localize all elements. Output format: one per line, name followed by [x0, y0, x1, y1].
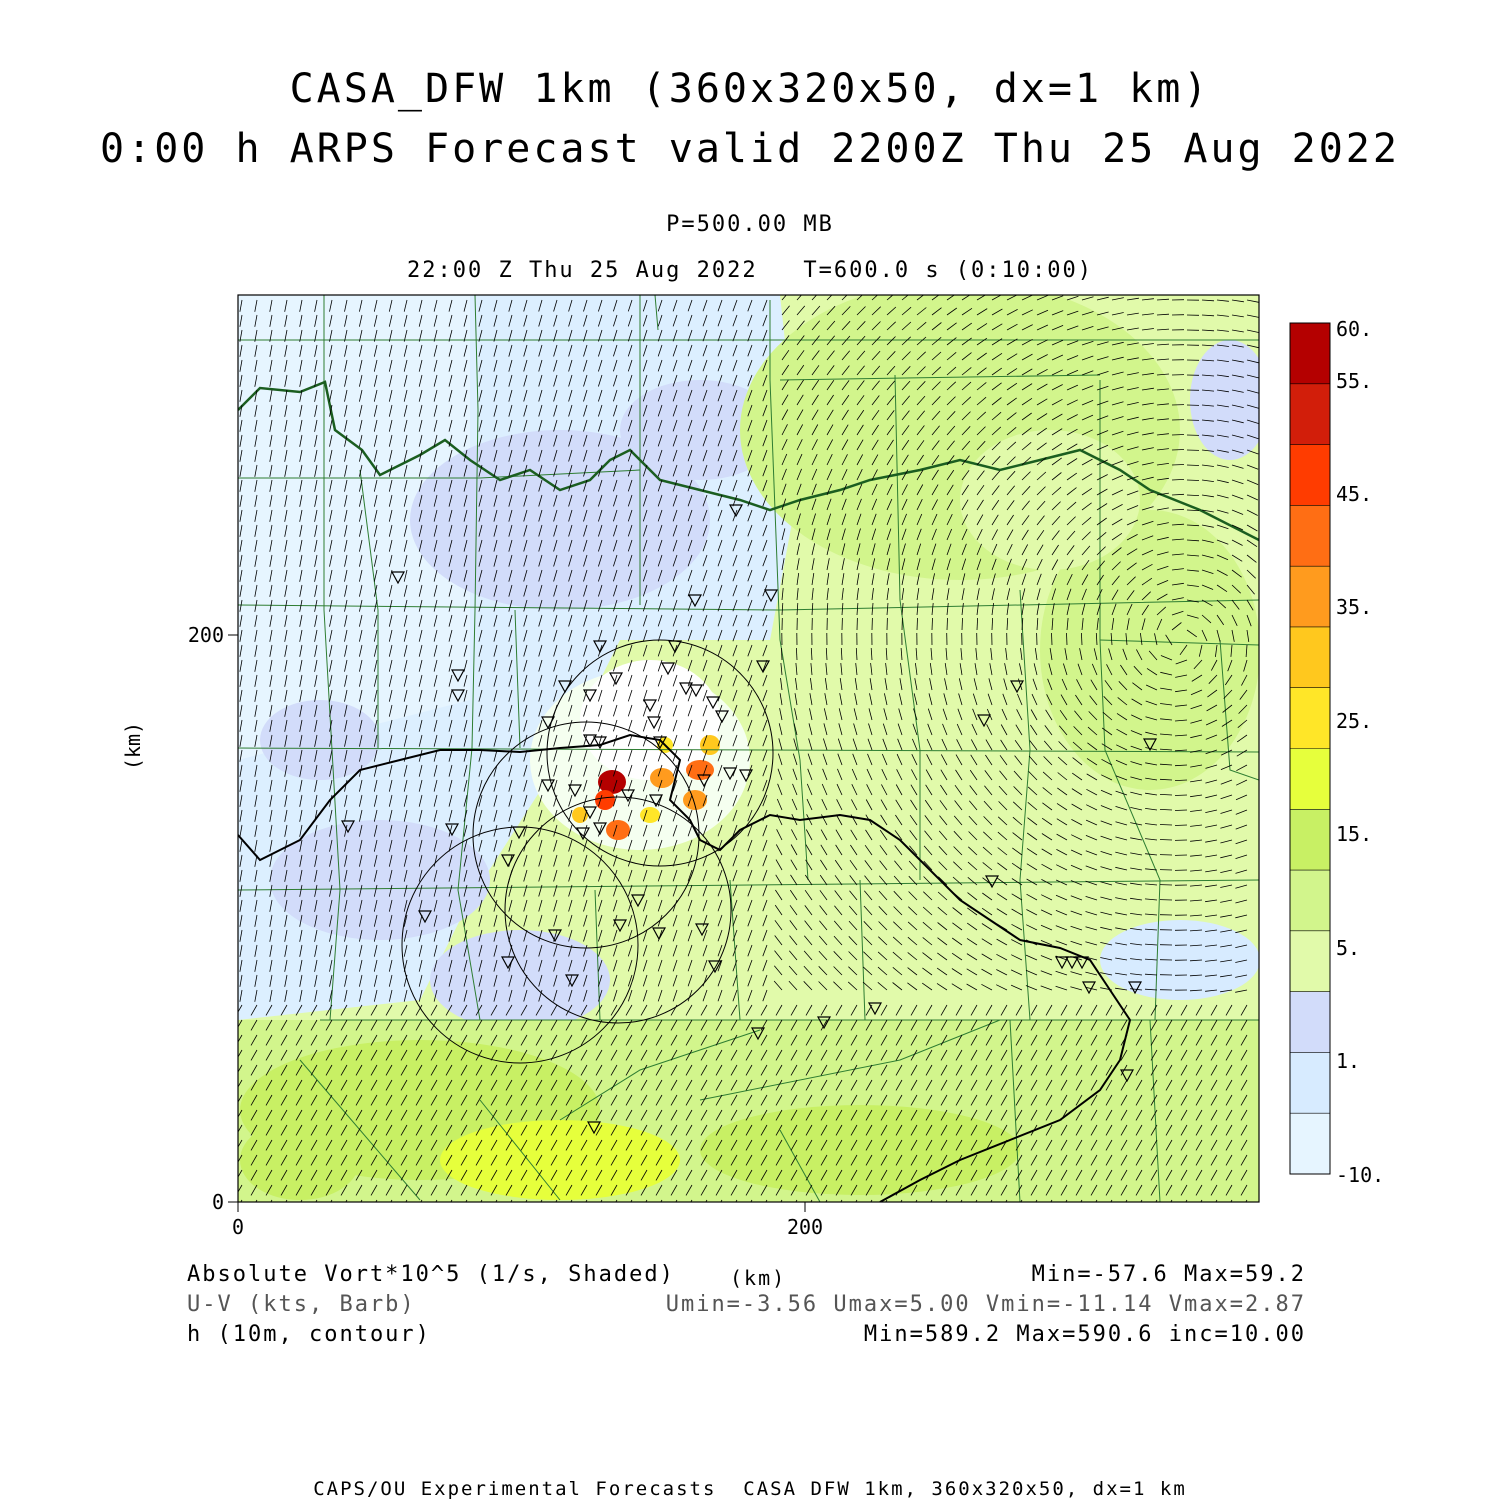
legend-stats-vorticity: Min=-57.6 Max=59.2	[1031, 1262, 1306, 1287]
colorbar-swatch	[1290, 323, 1330, 384]
colorbar-swatch	[1290, 445, 1330, 506]
colorbar-swatch	[1290, 384, 1330, 445]
wind-barb	[1172, 435, 1184, 436]
legend-field-wind: U-V (kts, Barb)	[187, 1292, 416, 1317]
wind-barb	[1187, 480, 1199, 481]
legend-field-vorticity: Absolute Vort*10^5 (1/s, Shaded)	[187, 1262, 675, 1287]
map-title-line2: 0:00 h ARPS Forecast valid 2200Z Thu 25 Aug 2022	[100, 126, 1400, 172]
wind-barb	[1052, 633, 1053, 645]
colorbar-swatch	[1290, 505, 1330, 566]
wind-barb	[947, 618, 948, 630]
wind-barb	[1175, 825, 1187, 826]
legend-stats-height: Min=589.2 Max=590.6 inc=10.00	[863, 1322, 1306, 1347]
colorbar-label-15: 15.	[1336, 822, 1373, 846]
wind-barb	[1160, 825, 1172, 826]
wind-barb	[962, 618, 963, 630]
colorbar-label-1: 1.	[1336, 1049, 1361, 1073]
wind-barb	[1172, 450, 1184, 451]
y-axis-label: (km)	[121, 721, 145, 771]
colorbar-swatch	[1290, 688, 1330, 749]
wind-barb	[932, 618, 933, 630]
wind-barb	[1172, 465, 1184, 466]
x-axis-label: (km)	[730, 1266, 787, 1290]
y-tick-0: 0	[211, 1190, 224, 1214]
credit-line: CAPS/OU Experimental Forecasts CASA DFW 1km, 360x320x50, dx=1 km	[313, 1478, 1187, 1500]
colorbar-swatch	[1290, 1113, 1330, 1174]
colorbar-label-55: 55.	[1336, 369, 1373, 393]
colorbar-labels	[1336, 317, 1384, 1187]
wind-barb	[917, 618, 918, 630]
colorbar-label-35: 35.	[1336, 595, 1373, 619]
colorbar-label-5: 5.	[1336, 936, 1361, 960]
y-tick-200: 200	[187, 623, 224, 647]
wind-barb	[1067, 633, 1068, 645]
colorbar-swatch	[1290, 931, 1330, 992]
colorbar-swatch	[1290, 992, 1330, 1053]
colorbar-swatch	[1290, 870, 1330, 931]
x-tick-0: 0	[231, 1215, 245, 1239]
colorbar	[1290, 323, 1330, 1175]
colorbar-label-45: 45.	[1336, 482, 1373, 506]
colorbar-label-minus10: -10.	[1336, 1163, 1385, 1187]
colorbar-swatch	[1290, 1052, 1330, 1113]
colorbar-label-60: 60.	[1336, 317, 1373, 341]
x-tick-200: 200	[786, 1215, 824, 1239]
colorbar-swatch	[1290, 566, 1330, 627]
colorbar-swatch	[1290, 627, 1330, 688]
vorticity-shading	[238, 280, 1270, 1202]
pressure-level: P=500.00 MB	[666, 212, 834, 237]
legend-field-height: h (10m, contour)	[187, 1322, 431, 1347]
wind-barb	[1175, 810, 1187, 811]
colorbar-label-25: 25.	[1336, 709, 1373, 733]
wind-barb	[1175, 795, 1187, 796]
valid-time: 22:00 Z Thu 25 Aug 2022 T=600.0 s (0:10:00)	[406, 258, 1094, 283]
colorbar-swatch	[1290, 749, 1330, 810]
legend-stats-wind: Umin=-3.56 Umax=5.00 Vmin=-11.14 Vmax=2.87	[665, 1292, 1306, 1317]
colorbar-swatch	[1290, 809, 1330, 870]
map-title-line1: CASA_DFW 1km (360x320x50, dx=1 km)	[289, 66, 1211, 112]
wind-barb	[1187, 465, 1199, 466]
wind-barb	[1160, 840, 1172, 841]
